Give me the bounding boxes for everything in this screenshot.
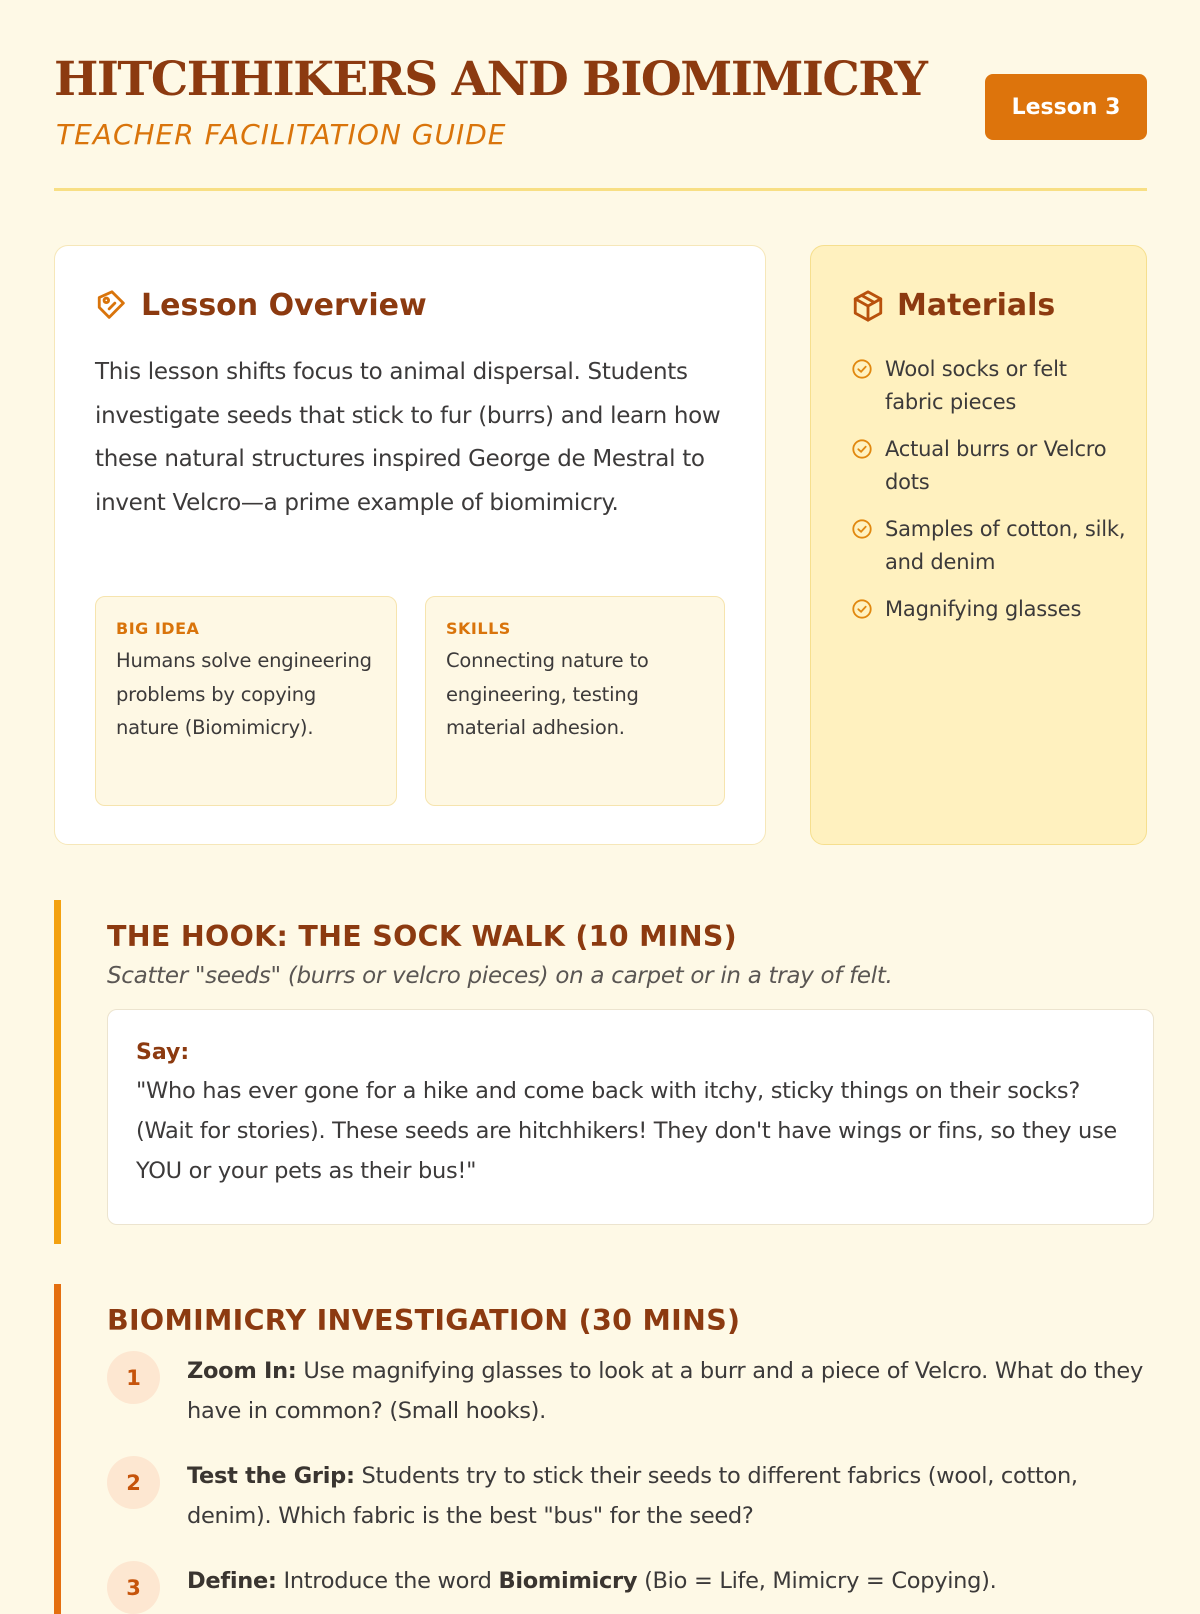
- overview-heading-label: Lesson Overview: [141, 288, 427, 323]
- step-lead: Define:: [187, 1568, 277, 1594]
- list-item: [107, 1561, 1147, 1614]
- skills-label: SKILLS: [446, 619, 511, 638]
- hook-section: [54, 900, 1147, 1244]
- check-circle-icon: [851, 598, 873, 620]
- list-item: [851, 433, 1131, 499]
- skills-box: [425, 596, 725, 806]
- list-item: [851, 353, 1131, 419]
- list-item: [851, 593, 1131, 626]
- step-text: [187, 1561, 1147, 1601]
- material-item: Actual burrs or Velcro dots: [885, 437, 1107, 494]
- check-circle-icon: [851, 438, 873, 460]
- say-label: Say:: [136, 1040, 190, 1065]
- materials-list: [851, 353, 1131, 640]
- material-item: Samples of cotton, silk, and denim: [885, 517, 1126, 574]
- big-idea-label: BIG IDEA: [116, 619, 200, 638]
- list-item: [107, 1456, 1147, 1536]
- check-circle-icon: [851, 358, 873, 380]
- big-idea-text: Humans solve engineering problems by copying nature (Biomimicry).: [116, 649, 372, 739]
- steps-list: [107, 1351, 1147, 1614]
- page-subtitle: TEACHER FACILITATION GUIDE: [56, 118, 507, 151]
- step-text: [187, 1456, 1147, 1536]
- check-circle-icon: [851, 518, 873, 540]
- say-box: [107, 1009, 1154, 1225]
- step-number: 1: [107, 1351, 160, 1404]
- hook-title: THE HOOK: THE SOCK WALK (10 MINS): [107, 920, 738, 953]
- list-item: [107, 1351, 1147, 1431]
- step-number: 2: [107, 1456, 160, 1509]
- investigation-title: BIOMIMICRY INVESTIGATION (30 MINS): [107, 1304, 741, 1337]
- step-number: 3: [107, 1561, 160, 1614]
- overview-text: This lesson shifts focus to animal dispersal. Students investigate seeds that stick to fur (burrs) and learn how these natural structures inspired George de Mestral to invent Velcro—a prime example of biomimicry.: [95, 359, 721, 516]
- tag-icon: [95, 289, 129, 323]
- material-item: Wool socks or felt fabric pieces: [885, 357, 1067, 414]
- step-body: Introduce the word: [276, 1568, 499, 1594]
- materials-heading-label: Materials: [897, 288, 1056, 323]
- list-item: [851, 513, 1131, 579]
- step-keyword: Biomimicry: [498, 1568, 638, 1594]
- lesson-overview-card: [54, 245, 766, 845]
- step-body: (Bio = Life, Mimicry = Copying).: [637, 1568, 997, 1594]
- materials-card: [810, 245, 1147, 845]
- material-item: Magnifying glasses: [885, 597, 1082, 621]
- step-body: Students try to stick their seeds to different fabrics (wool, cotton, denim). Which fabric is the best "bus" for the seed?: [187, 1463, 1078, 1529]
- page-title: HITCHHIKERS AND BIOMIMICRY: [54, 52, 927, 107]
- big-idea-box: [95, 596, 397, 806]
- investigation-section: [54, 1284, 1147, 1614]
- step-body: Use magnifying glasses to look at a burr and a piece of Velcro. What do they have in common? (Small hooks).: [187, 1358, 1143, 1424]
- say-text: "Who has ever gone for a hike and come back with itchy, sticky things on their socks? (Wait for stories). These seeds are hitchhikers! They don't have wings or fins, so they use YOU or your pets as their bus!": [136, 1078, 1117, 1184]
- box-icon: [851, 289, 885, 323]
- materials-heading: [851, 288, 1055, 323]
- step-lead: Zoom In:: [187, 1358, 297, 1384]
- overview-heading: [95, 288, 427, 323]
- skills-text: Connecting nature to engineering, testing material adhesion.: [446, 649, 649, 739]
- page-header: [54, 52, 1147, 191]
- step-text: [187, 1351, 1147, 1431]
- lesson-badge: Lesson 3: [985, 74, 1147, 140]
- step-lead: Test the Grip:: [187, 1463, 355, 1489]
- hook-subtitle: Scatter "seeds" (burrs or velcro pieces) on a carpet or in a tray of felt.: [107, 963, 893, 989]
